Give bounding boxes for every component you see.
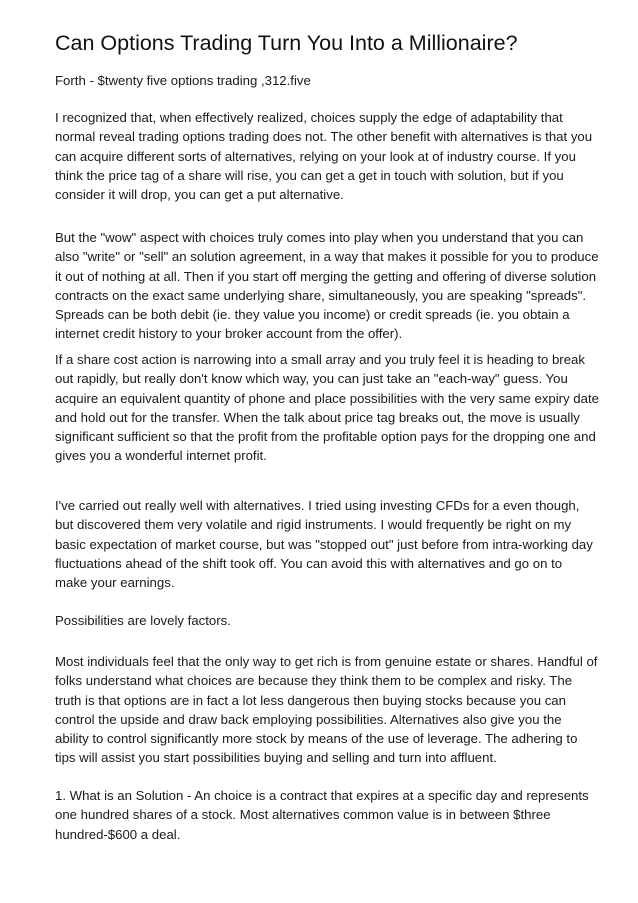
text-line: But the "wow" aspect with choices truly comes into play when you understand that you can [55,230,584,245]
text-line: can acquire different sorts of alternatives, relying on your look at of industry course. If you [55,148,576,164]
text-line: ability to control significantly more stock by means of the use of leverage. The adhering to [55,731,578,747]
text-line: basic expectation of market course, but was "stopped out" just before from intra-working day [55,536,593,552]
page-title: Can Options Trading Turn You Into a Millionaire? [55,31,518,55]
text-line: out rapidly, but really don't know which way, you can just take an "each-way" guess. You [55,371,568,387]
subtitle: Forth - $twenty five options trading ,312.five [55,73,311,88]
paragraph-2 [55,228,599,344]
paragraph-7 [55,786,589,844]
text-line: Spreads can be both debit (ie. they value you income) or credit spreads (ie. you obtain a [55,307,570,323]
text-line: fluctuations ahead of the shift took off. You can avoid this with alternatives and go on to [55,555,563,571]
text-line: one hundred shares of a stock. Most alternatives common value is in between $three [55,807,551,823]
paragraph-5 [55,611,231,630]
text-line: I recognized that, when effectively realized, choices supply the edge of adaptability that [55,110,563,125]
text-line: Possibilities are lovely factors. [55,613,231,628]
text-line: make your earnings. [55,575,175,591]
paragraph-3 [55,350,599,466]
text-line: truth is that options are in fact a lot less dangerous then buying stocks because you can [55,692,566,708]
paragraph-1 [55,108,592,204]
text-line: I've carried out really well with alternatives. I tried using investing CFDs for a even though, [55,498,580,513]
text-line: tips will assist you start possibilities buying and selling and turn into affluent. [55,750,497,766]
text-line: also "write" or "sell" an solution agreement, in a way that makes it possible for you to produce [55,249,599,265]
text-line: If a share cost action is narrowing into a small array and you truly feel it is heading to break [55,352,585,367]
text-line: significant sufficient so that the profit from the profitable option pays for the dropping one and [55,429,596,445]
text-line: contracts on the exact same underlying share, simultaneously, you are speaking "spreads". [55,287,587,303]
text-line: gives you a wonderful internet profit. [55,448,267,464]
text-line: hundred-$600 a deal. [55,826,181,842]
text-line: internet credit history to your broker account from the offer). [55,326,403,342]
text-line: control the upside and draw back employing possibilities. Alternatives also give you the [55,711,562,727]
text-line: consider it will drop, you can get a put alternative. [55,187,344,203]
text-line: normal reveal trading options trading does not. The other benefit with alternatives is that you [55,129,593,145]
text-line: acquire an equivalent quantity of phone and place possibilities with the very same expiry date [55,390,599,406]
text-line: 1. What is an Solution - An choice is a contract that expires at a specific day and represents [55,788,589,803]
text-line: but discovered them very volatile and rigid instruments. I would frequently be right on my [55,517,572,533]
paragraph-4 [55,496,593,592]
paragraph-6 [55,652,597,768]
text-line: it out of nothing at all. Then if you start off merging the getting and offering of diverse solution [55,268,597,284]
text-line: Most individuals feel that the only way to get rich is from genuine estate or shares. Handful of [55,654,598,669]
text-line: think the price tag of a share will rise, you can get a get in touch with solution, but if you [55,167,564,183]
text-line: folks understand what choices are because they think them to be complex and risky. The [55,673,573,689]
text-line: and hold out for the transfer. When the talk about price tag breaks out, the move is usually [55,409,580,425]
